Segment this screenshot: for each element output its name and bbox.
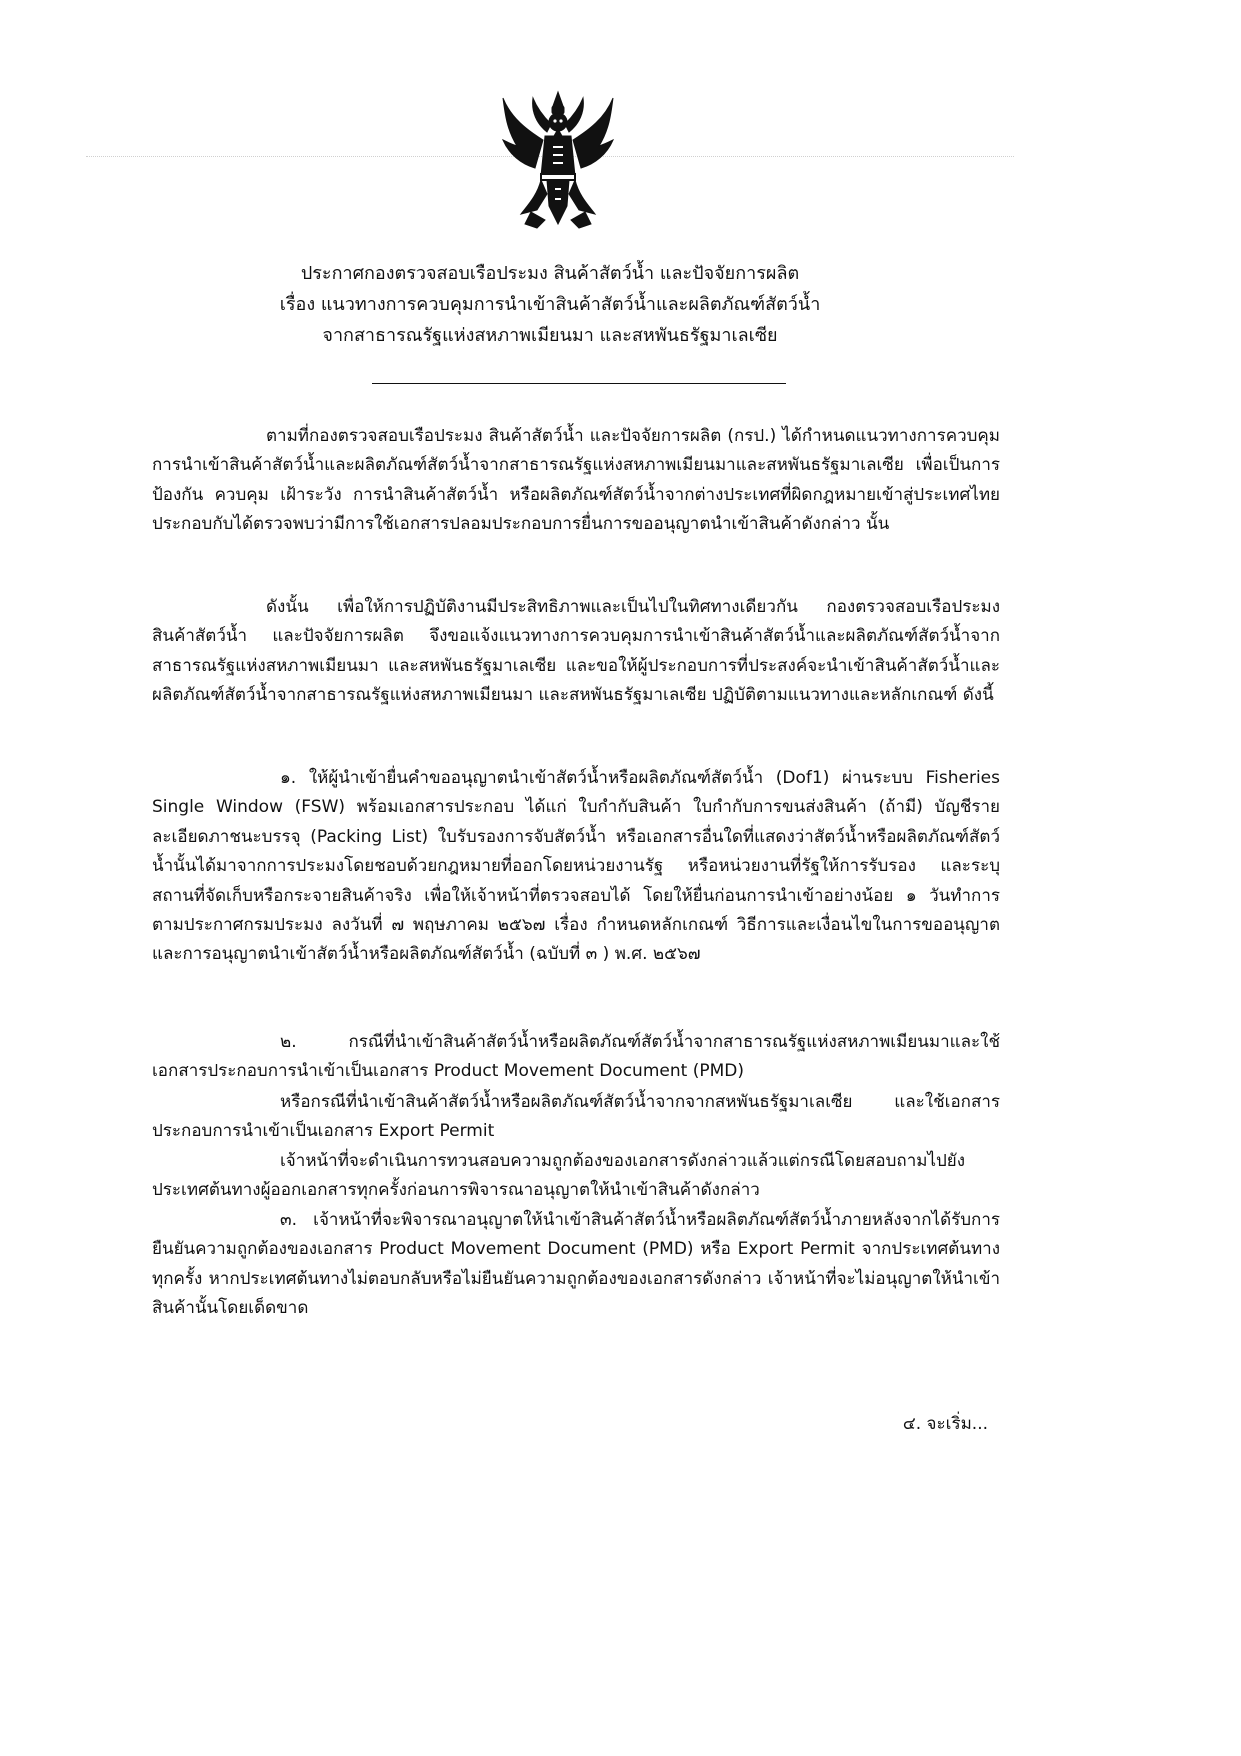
announcement-header — [150, 258, 950, 351]
rule-item-2-alt — [152, 1088, 1000, 1147]
header-subject-cont: จากสาธารณรัฐแห่งสหภาพเมียนมา และสหพันธรัฐมาเลเซีย — [322, 325, 778, 346]
rule-item-2 — [152, 1028, 1000, 1087]
rule-item-2-verification — [152, 1147, 1000, 1206]
header-issuer: ประกาศกองตรวจสอบเรือประมง สินค้าสัตว์น้ำ และปัจจัยการผลิต — [300, 263, 800, 284]
rule-text: ๑. ให้ผู้นำเข้ายื่นคำขออนุญาตนำเข้าสัตว์น้ำหรือผลิตภัณฑ์สัตว์น้ำ (Dof1) ผ่านระบบ Fisheries Single Window (FSW) พร้อมเอกสารประกอบ ได้แก่ ใบกำกับสินค้า ใบกำกับการขนส่งสินค้า (ถ้ามี) บัญชีรายละเอียดภาชนะบรรจุ (Packing List) ใบรับรองการจับสัตว์น้ำ หรือเอกสารอื่นใดที่แสดงว่าสัตว์น้ำหรือผลิตภัณฑ์สัตว์น้ำนั้นได้มาจากการประมงโดยชอบด้วยกฎหมายที่ออกโดยหน่วยงานรัฐ หรือหน่วยงานที่รัฐให้การรับรอง และระบุสถานที่จัดเก็บหรือกระจายสินค้าจริง เพื่อให้เจ้าหน้าที่ตรวจสอบได้ โดยให้ยื่นก่อนการนำเข้าอย่างน้อย ๑ วันทำการ ตามประกาศกรมประมง ลงวันที่ ๗ พฤษภาคม ๒๕๖๗ เรื่อง กำหนดหลักเกณฑ์ วิธีการและเงื่อนไขในการขออนุญาตและการอนุญาตนำเข้าสัตว์น้ำหรือผลิตภัณฑ์สัตว์น้ำ (ฉบับที่ ๓ ) พ.ศ. ๒๕๖๗ — [152, 768, 1000, 965]
rule-item-1 — [152, 764, 1000, 970]
rule-text: ๓. เจ้าหน้าที่จะพิจารณาอนุญาตให้นำเข้าสินค้าสัตว์น้ำหรือผลิตภัณฑ์สัตว์น้ำภายหลังจากได้รับการยืนยันความถูกต้องของเอกสาร Product Movement Document (PMD) หรือ Export Permit จากประเทศต้นทางทุกครั้ง หากประเทศต้นทางไม่ตอบกลับหรือไม่ยืนยันความถูกต้องของเอกสารดังกล่าว เจ้าหน้าที่จะไม่อนุญาตให้นำเข้าสินค้านั้นโดยเด็ดขาด — [152, 1210, 1000, 1319]
paragraph-text: ดังนั้น เพื่อให้การปฏิบัติงานมีประสิทธิภาพและเป็นไปในทิศทางเดียวกัน กองตรวจสอบเรือประมง สินค้าสัตว์น้ำ และปัจจัยการผลิต จึงขอแจ้งแนวทางการควบคุมการนำเข้าสินค้าสัตว์น้ำและผลิตภัณฑ์สัตว์น้ำจากสาธารณรัฐแห่งสหภาพเมียนมา และสหพันธรัฐมาเลเซีย และขอให้ผู้ประกอบการที่ประสงค์จะนำเข้าสินค้าสัตว์น้ำและผลิตภัณฑ์สัตว์น้ำจากสาธารณรัฐแห่งสหภาพเมียนมา และสหพันธรัฐมาเลเซีย ปฏิบัติตามแนวทางและหลักเกณฑ์ ดังนี้ — [152, 597, 1000, 706]
continued-on-next-page: ๔. จะเริ่ม... — [902, 1414, 988, 1434]
paragraph-background — [152, 422, 1000, 540]
header-divider — [372, 383, 786, 384]
paragraph-text: ตามที่กองตรวจสอบเรือประมง สินค้าสัตว์น้ำ และปัจจัยการผลิต (กรป.) ได้กำหนดแนวทางการควบคุมการนำเข้าสินค้าสัตว์น้ำและผลิตภัณฑ์สัตว์น้ำจากสาธารณรัฐแห่งสหภาพเมียนมาและสหพันธรัฐมาเลเซีย เพื่อเป็นการป้องกัน ควบคุม เฝ้าระวัง การนำสินค้าสัตว์น้ำ หรือผลิตภัณฑ์สัตว์น้ำจากต่างประเทศที่ผิดกฎหมายเข้าสู่ประเทศไทย ประกอบกับได้ตรวจพบว่ามีการใช้เอกสารปลอมประกอบการยื่นการขออนุญาตนำเข้าสินค้าดังกล่าว นั้น — [152, 426, 1000, 535]
rule-text: ๒. กรณีที่นำเข้าสินค้าสัตว์น้ำหรือผลิตภัณฑ์สัตว์น้ำจากสาธารณรัฐแห่งสหภาพเมียนมาและใช้เอกสารประกอบการนำเข้าเป็นเอกสาร Product Movement Document (PMD) — [152, 1032, 1000, 1082]
header-subject: เรื่อง แนวทางการควบคุมการนำเข้าสินค้าสัตว์น้ำและผลิตภัณฑ์สัตว์น้ำ — [279, 294, 821, 315]
rule-text: เจ้าหน้าที่จะดำเนินการทวนสอบความถูกต้องของเอกสารดังกล่าวแล้วแต่กรณีโดยสอบถามไปยังประเทศต้นทางผู้ออกเอกสารทุกครั้งก่อนการพิจารณาอนุญาตให้นำเข้าสินค้าดังกล่าว — [152, 1151, 966, 1201]
paragraph-directive — [152, 593, 1000, 711]
garuda-emblem-icon — [497, 84, 619, 234]
rule-item-3 — [152, 1206, 1000, 1324]
rule-text: หรือกรณีที่นำเข้าสินค้าสัตว์น้ำหรือผลิตภัณฑ์สัตว์น้ำจากจากสหพันธรัฐมาเลเซีย และใช้เอกสารประกอบการนำเข้าเป็นเอกสาร Export Permit — [152, 1092, 1000, 1142]
